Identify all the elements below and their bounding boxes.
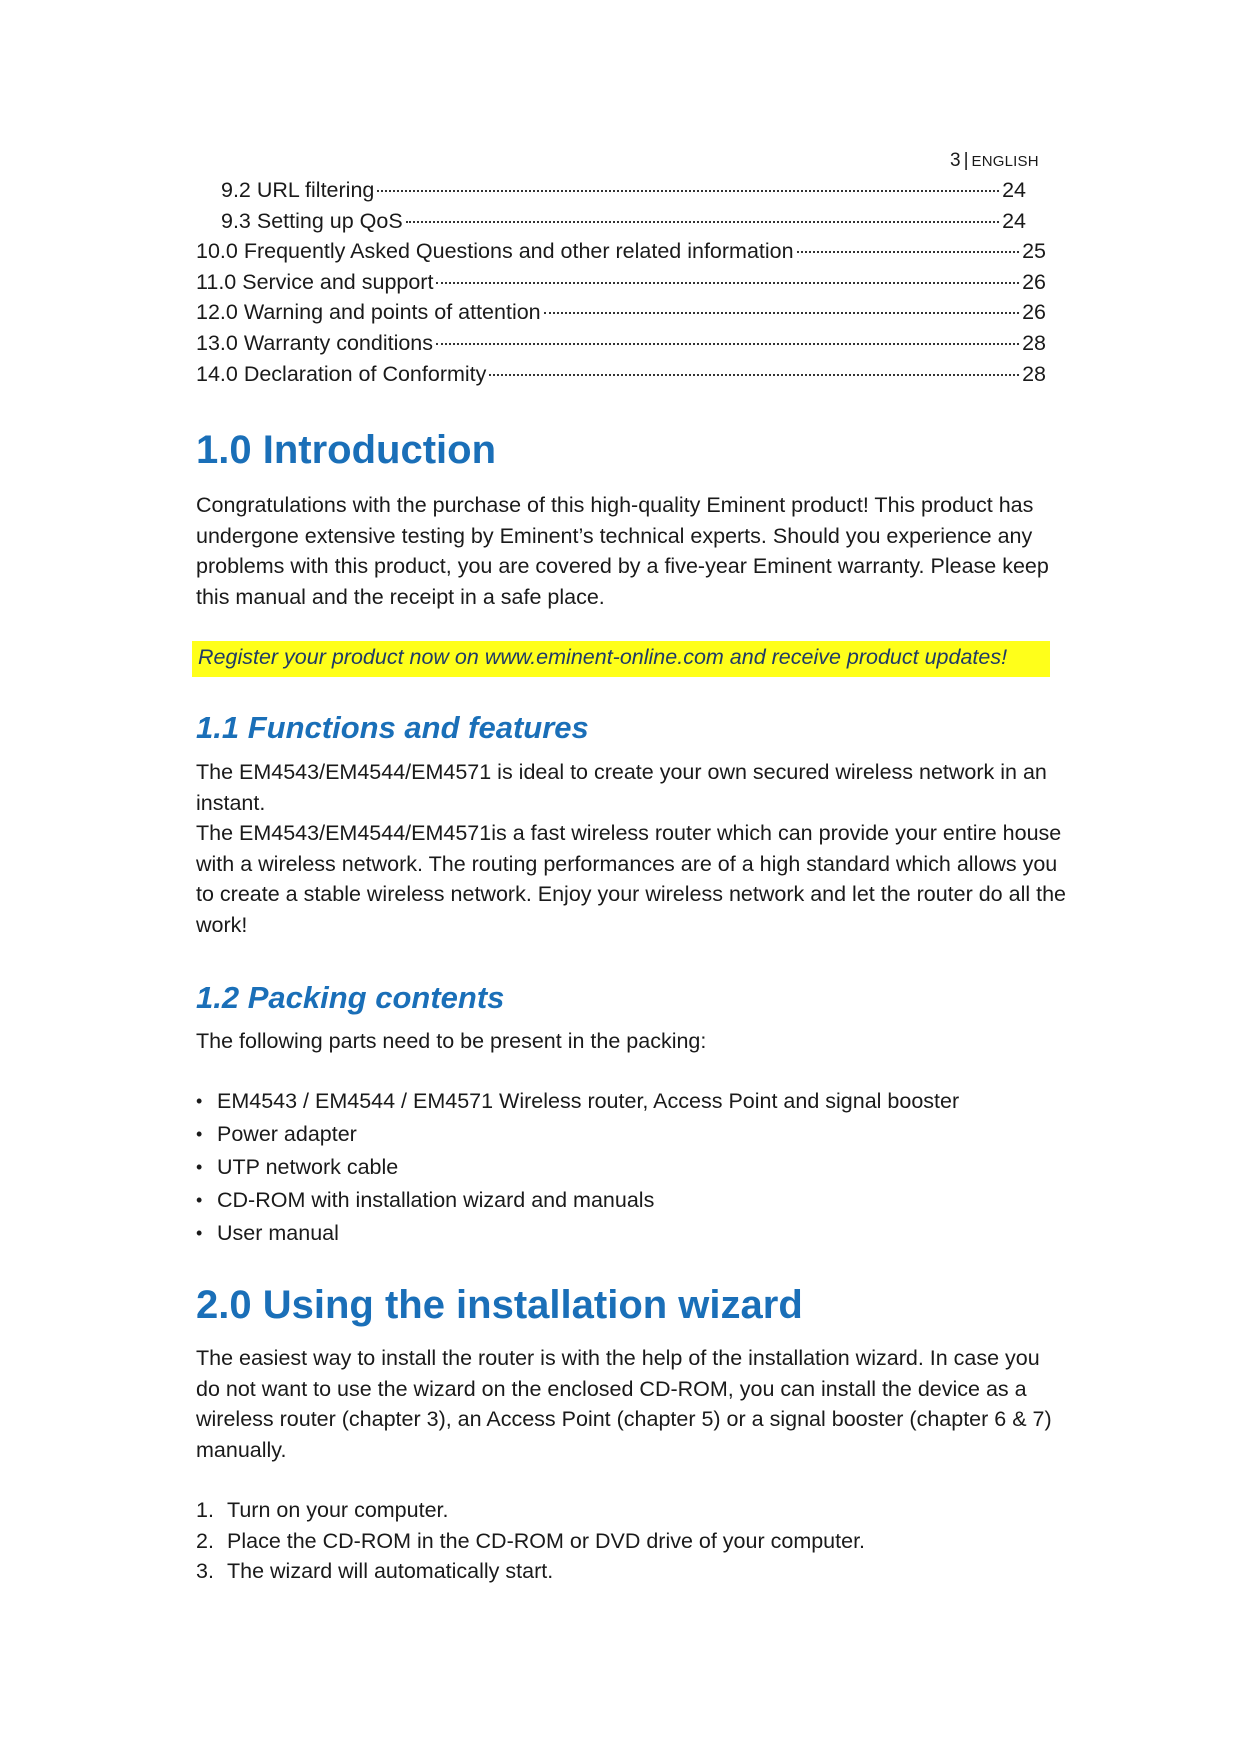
- toc-leader-dots: [377, 190, 999, 192]
- wizard-steps: [196, 1495, 865, 1587]
- list-item: [196, 1495, 865, 1526]
- toc-entry-title: 9.2 URL filtering: [221, 178, 375, 202]
- toc-entry-title: 13.0 Warranty conditions: [196, 330, 434, 355]
- table-of-contents: [196, 178, 1056, 392]
- step-text: The wizard will automatically start.: [227, 1559, 554, 1584]
- toc-entry[interactable]: [196, 209, 1026, 240]
- packing-intro: The following parts need to be present in the packing:: [196, 1029, 707, 1053]
- header-language: ENGLISH: [971, 153, 1039, 170]
- header-separator: |: [963, 150, 969, 171]
- step-number: 2.: [196, 1528, 214, 1553]
- packing-list: [196, 1086, 959, 1251]
- intro-paragraph: Congratulations with the purchase of this high-quality Eminent product! This product has undergone extensive testing by Eminent’s technical experts. Should you experience any problems with this product, you are covered by a five-year Eminent warranty. Please keep this manual and the receipt in a safe place.: [196, 493, 1049, 609]
- functions-paragraph-1: The EM4543/EM4544/EM4571 is ideal to create your own secured wireless network in an instant.: [196, 760, 1047, 815]
- toc-entry-page: 26: [1022, 269, 1046, 294]
- step-text: Turn on your computer.: [227, 1498, 449, 1522]
- toc-entry-page: 24: [1002, 208, 1026, 233]
- register-note: Register your product now on www.eminent-online.com and receive product updates!: [198, 645, 1008, 669]
- step-text: Place the CD-ROM in the CD-ROM or DVD drive of your computer.: [227, 1528, 866, 1553]
- list-item: • Power adapter: [196, 1119, 959, 1152]
- toc-leader-dots: [436, 282, 1019, 284]
- toc-entry-title: 9.3 Setting up QoS: [221, 208, 403, 233]
- toc-entry-page: 26: [1022, 300, 1046, 325]
- list-item: • User manual: [196, 1218, 959, 1251]
- toc-leader-dots: [489, 374, 1019, 376]
- toc-entry-title: 10.0 Frequently Asked Questions and other related information: [196, 239, 794, 264]
- list-item: • CD-ROM with installation wizard and manuals: [196, 1185, 959, 1218]
- toc-leader-dots: [436, 343, 1019, 345]
- list-item: • UTP network cable: [196, 1152, 959, 1185]
- wizard-heading: 2.0 Using the installation wizard: [196, 1283, 803, 1327]
- list-item: • EM4543 / EM4544 / EM4571 Wireless router, Access Point and signal booster: [196, 1086, 959, 1119]
- toc-entry-title: 14.0 Declaration of Conformity: [196, 361, 487, 386]
- toc-entry-page: 28: [1022, 361, 1046, 386]
- step-number: 3.: [196, 1559, 214, 1584]
- toc-entry[interactable]: [196, 270, 1046, 301]
- toc-entry[interactable]: [196, 331, 1046, 362]
- toc-entry[interactable]: [196, 239, 1046, 270]
- step-number: 1.: [196, 1498, 214, 1522]
- toc-entry[interactable]: [196, 178, 1026, 209]
- register-highlight: [192, 641, 1050, 677]
- list-item: [196, 1556, 865, 1587]
- toc-leader-dots: [797, 251, 1019, 253]
- toc-entry-title: 11.0 Service and support: [196, 269, 434, 294]
- toc-entry[interactable]: [196, 362, 1046, 393]
- page-number: 3: [950, 150, 961, 171]
- functions-paragraph-2: The EM4543/EM4544/EM4571is a fast wireless router which can provide your entire house with a wireless network. The routing performances are of a high standard which allows you to create a stable wireless network. Enjoy your wireless network and let the router do all the work!: [196, 821, 1066, 937]
- list-item: [196, 1526, 865, 1557]
- toc-entry-page: 25: [1022, 239, 1046, 264]
- page-header: [950, 150, 1039, 172]
- wizard-paragraph: The easiest way to install the router is with the help of the installation wizard. In case you do not want to use the wizard on the enclosed CD-ROM, you can install the device as a wireless router (chapter 3), an Access Point (chapter 5) or a signal booster (chapter 6 & 7) manually.: [196, 1346, 1052, 1462]
- toc-entry-page: 24: [1002, 178, 1026, 202]
- toc-entry-page: 28: [1022, 330, 1046, 355]
- toc-entry[interactable]: [196, 300, 1046, 331]
- intro-heading: 1.0 Introduction: [196, 428, 496, 472]
- toc-entry-title: 12.0 Warning and points of attention: [196, 300, 541, 325]
- functions-heading: 1.1 Functions and features: [196, 710, 589, 745]
- toc-leader-dots: [406, 221, 999, 223]
- packing-heading: 1.2 Packing contents: [196, 980, 505, 1015]
- toc-leader-dots: [544, 312, 1019, 314]
